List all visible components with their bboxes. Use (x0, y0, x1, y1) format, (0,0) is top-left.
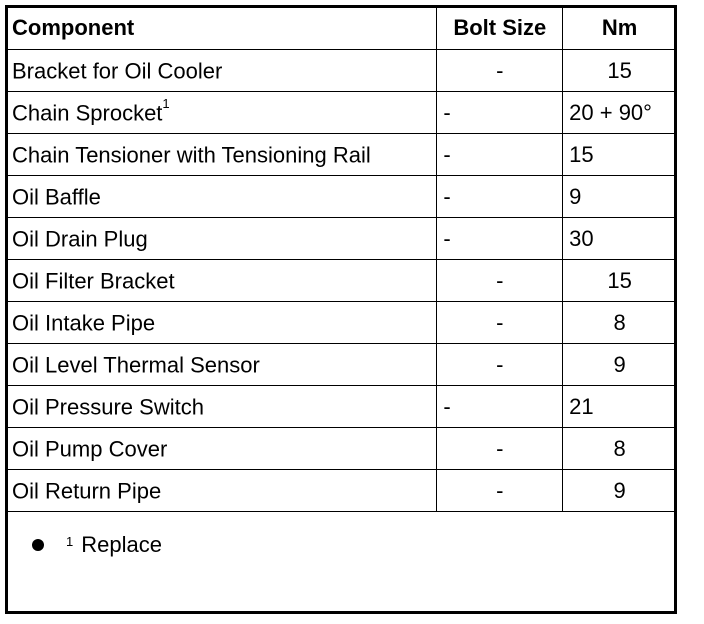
table-row (6, 428, 677, 470)
cell-nm: 21 (563, 386, 677, 428)
table-row (6, 386, 677, 428)
cell-bolt-size: - (437, 50, 563, 92)
cell-component: Oil Baffle (6, 176, 437, 218)
cell-component: Oil Pressure Switch (6, 386, 437, 428)
cell-component: Oil Filter Bracket (6, 260, 437, 302)
bullet-icon (32, 539, 44, 551)
cell-nm: 9 (563, 176, 677, 218)
cell-bolt-size: - (437, 386, 563, 428)
table-row (6, 302, 677, 344)
footnote-marker: 1 (66, 533, 74, 549)
cell-nm: 15 (563, 260, 677, 302)
cell-bolt-size: - (437, 344, 563, 386)
cell-component: Oil Intake Pipe (6, 302, 437, 344)
cell-nm: 15 (563, 50, 677, 92)
cell-bolt-size: - (437, 470, 563, 512)
cell-bolt-size: - (437, 260, 563, 302)
cell-nm: 15 (563, 134, 677, 176)
torque-spec-table (5, 5, 677, 512)
cell-bolt-size: - (437, 134, 563, 176)
cell-component: Oil Return Pipe (6, 470, 437, 512)
cell-nm: 30 (563, 218, 677, 260)
table-header-row (6, 6, 677, 50)
cell-nm: 9 (563, 470, 677, 512)
table-row (6, 50, 677, 92)
cell-component: Bracket for Oil Cooler (6, 50, 437, 92)
cell-nm: 8 (563, 428, 677, 470)
table-row (6, 344, 677, 386)
cell-bolt-size: - (437, 428, 563, 470)
cell-component: Oil Pump Cover (6, 428, 437, 470)
footnote-text: Replace (81, 532, 162, 557)
cell-component: Chain Sprocket$^1$ (6, 92, 437, 134)
table-row (6, 92, 677, 134)
cell-nm: 9 (563, 344, 677, 386)
header-nm: Nm (563, 6, 677, 50)
footnote-ref: 1 (162, 95, 170, 111)
table-row (6, 260, 677, 302)
cell-nm: 8 (563, 302, 677, 344)
cell-bolt-size: - (437, 302, 563, 344)
cell-bolt-size: - (437, 176, 563, 218)
table-row (6, 176, 677, 218)
header-component: Component (6, 6, 437, 50)
cell-component: Oil Drain Plug (6, 218, 437, 260)
header-bolt-size: Bolt Size (437, 6, 563, 50)
table-row (6, 218, 677, 260)
torque-spec-frame (5, 5, 677, 614)
cell-bolt-size: - (437, 92, 563, 134)
footnote (32, 532, 162, 558)
cell-bolt-size: - (437, 218, 563, 260)
table-row (6, 470, 677, 512)
table-row (6, 134, 677, 176)
cell-component: Chain Tensioner with Tensioning Rail (6, 134, 437, 176)
cell-component: Oil Level Thermal Sensor (6, 344, 437, 386)
cell-nm: 20 + 90° (563, 92, 677, 134)
